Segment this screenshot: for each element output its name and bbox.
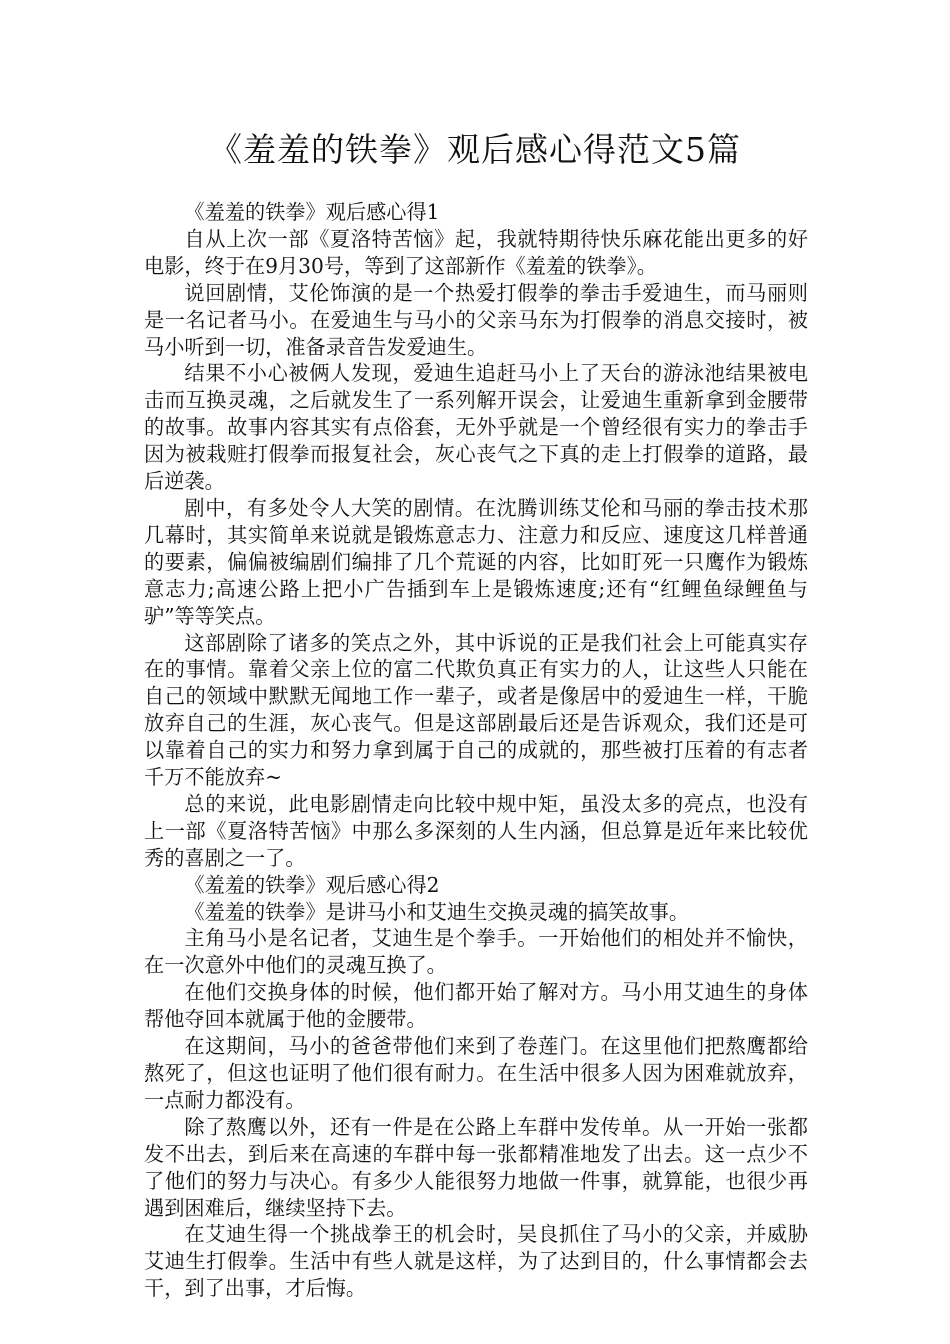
paragraph: 除了熬鹰以外，还有一件是在公路上车群中发传单。从一开始一张都发不出去，到后来在高速的车群中每一张都精准地发了出去。这一点少不了他们的努力与决心。有多少人能很努力地做一件事，就算能，也很少再遇到困难后，继续坚持下去。 bbox=[144, 1114, 808, 1220]
paragraph: 主角马小是名记者，艾迪生是个拳手。一开始他们的相处并不愉快，在一次意外中他们的灵魂互换了。 bbox=[144, 926, 808, 978]
paragraph: 《羞羞的铁拳》是讲马小和艾迪生交换灵魂的搞笑故事。 bbox=[184, 899, 690, 924]
section-heading-2: 《羞羞的铁拳》观后感心得2 bbox=[184, 872, 440, 897]
paragraph: 总的来说，此电影剧情走向比较中规中矩，虽没太多的亮点，也没有上一部《夏洛特苦恼》中那么多深刻的人生内涵，但总算是近年来比较优秀的喜剧之一了。 bbox=[144, 791, 808, 870]
paragraph: 在他们交换身体的时候，他们都开始了解对方。马小用艾迪生的身体帮他夺回本就属于他的金腰带。 bbox=[144, 980, 808, 1032]
document-body bbox=[144, 199, 808, 1302]
paragraph: 在艾迪生得一个挑战拳王的机会时，吴良抓住了马小的父亲，并威胁艾迪生打假拳。生活中有些人就是这样，为了达到目的，什么事情都会去干，到了出事，才后悔。 bbox=[144, 1222, 808, 1301]
paragraph: 结果不小心被俩人发现，爱迪生追赶马小上了天台的游泳池结果被电击而互换灵魂，之后就发生了一系列解开误会，让爱迪生重新拿到金腰带的故事。故事内容其实有点俗套，无外乎就是一个曾经很有实力的拳击手因为被栽赃打假拳而报复社会，灰心丧气之下真的走上打假拳的道路，最后逆袭。 bbox=[144, 361, 808, 494]
paragraph: 在这期间，马小的爸爸带他们来到了卷莲门。在这里他们把熬鹰都给熬死了，但这也证明了他们很有耐力。在生活中很多人因为困难就放弃，一点耐力都没有。 bbox=[144, 1034, 808, 1112]
paragraph: 说回剧情，艾伦饰演的是一个热爱打假拳的拳击手爱迪生，而马丽则是一名记者马小。在爱迪生与马小的父亲马东为打假拳的消息交接时，被马小听到一切，准备录音告发爱迪生。 bbox=[144, 280, 808, 359]
document-title: 《羞羞的铁拳》观后感心得范文5篇 bbox=[209, 130, 741, 169]
paragraph: 这部剧除了诸多的笑点之外，其中诉说的正是我们社会上可能真实存在的事情。靠着父亲上位的富二代欺负真正有实力的人，让这些人只能在自己的领域中默默无闻地工作一辈子，或者是像居中的爱迪生一样，干脆放弃自己的生涯，灰心丧气。但是这部剧最后还是告诉观众，我们还是可以靠着自己的实力和努力拿到属于自己的成就的，那些被打压着的有志者千万不能放弃~ bbox=[144, 630, 808, 790]
section-heading-1: 《羞羞的铁拳》观后感心得1 bbox=[184, 200, 440, 224]
paragraph: 剧中，有多处令人大笑的剧情。在沈腾训练艾伦和马丽的拳击技术那几幕时，其实简单来说就是锻炼意志力、注意力和反应、速度这几样普通的要素，偏偏被编剧们编排了几个荒诞的内容，比如盯死一只鹰作为锻炼意志力;高速公路上把小广告插到车上是锻炼速度;还有“红鲤鱼绿鲤鱼与驴”等等笑点。 bbox=[144, 495, 808, 628]
paragraph: 自从上次一部《夏洛特苦恼》起，我就特期待快乐麻花能出更多的好电影，终于在9月30号，等到了这部新作《羞羞的铁拳》。 bbox=[144, 226, 808, 278]
